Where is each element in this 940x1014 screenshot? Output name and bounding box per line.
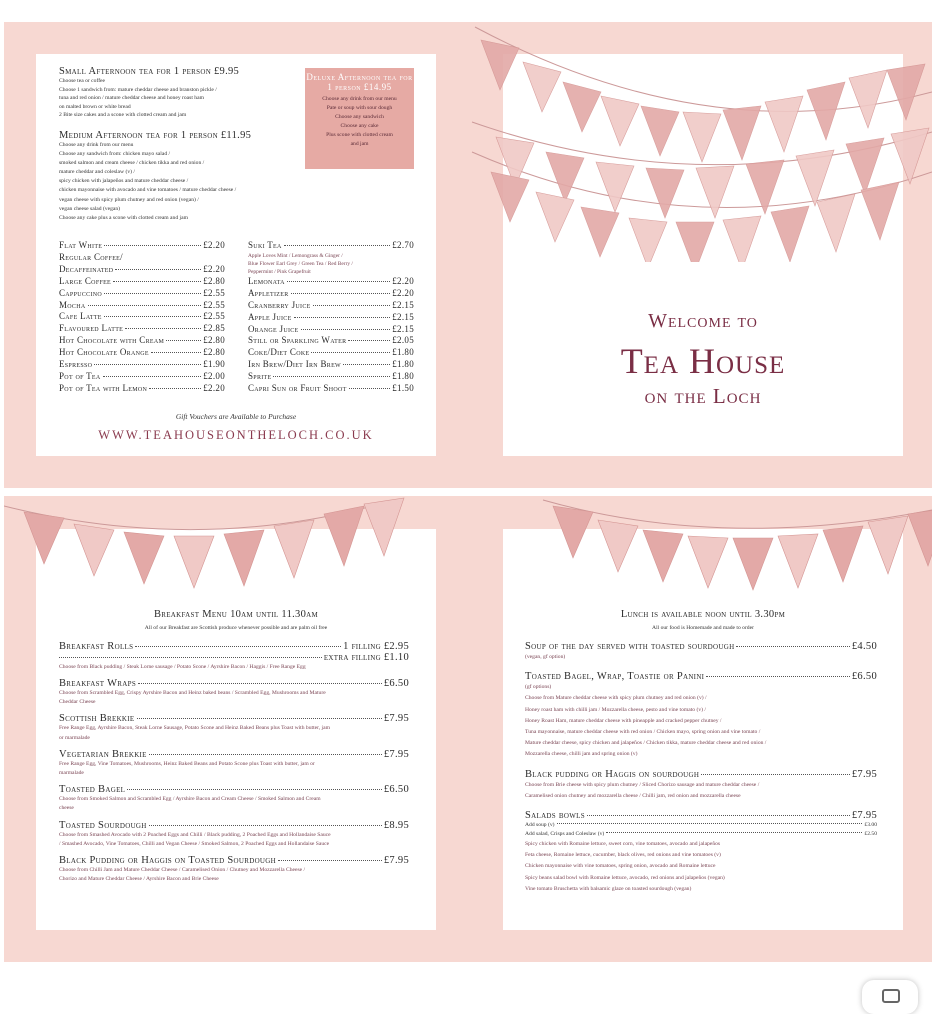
salad-options	[525, 839, 877, 895]
drink-price: £2.20	[203, 240, 225, 250]
drink-row	[59, 276, 225, 288]
dot-leader	[343, 364, 390, 365]
bunting-flag	[641, 106, 679, 156]
item-price: £7.95	[383, 855, 409, 867]
drink-price: £2.55	[203, 311, 225, 322]
dot-leader	[606, 832, 862, 833]
dot-leader	[166, 340, 201, 341]
drink-price: £2.15	[392, 311, 414, 322]
item-price: £2.95	[383, 641, 409, 652]
dot-leader	[149, 388, 201, 389]
line: Honey Roast Ham, mature cheddar cheese with pineapple and cracked pepper chutney /	[525, 717, 722, 724]
dot-leader	[701, 774, 850, 775]
drink-name: Decaffeinated	[59, 263, 114, 274]
line: Choose any drink from our menu	[322, 96, 397, 102]
on-the-loch-text: on the Loch	[644, 384, 762, 408]
line: Choose tea or coffee	[59, 78, 106, 84]
drink-name: Mocha	[59, 299, 86, 310]
drink-name: Apple Juice	[248, 311, 292, 322]
drink-row	[59, 288, 225, 300]
salads-row	[525, 810, 877, 821]
line: Free Range Egg, Vine Tomatoes, Mushrooms, Heinz Baked Beans and Potato Scone plus Toast with butter, jam or	[59, 760, 315, 767]
drink-row	[59, 335, 225, 347]
small-tea-title: Small Afternoon tea for 1 person £9.95	[59, 66, 240, 77]
line: Vine tomato Bruschetta with balsamic glaze on toasted sourdough (vegan)	[525, 885, 692, 892]
item-desc	[59, 760, 409, 778]
breakfast-items	[59, 641, 409, 890]
drink-price: £2.00	[203, 370, 225, 381]
item-price: £7.95	[851, 810, 877, 822]
drink-price: £1.80	[392, 359, 414, 370]
line: Apple Loves Mint / Lemongrass & Ginger /	[248, 252, 343, 259]
line: Honey roast ham with chilli jam / Mozzarella cheese, pesto and vine tomato (v) /	[525, 706, 706, 713]
bunting-flag	[643, 530, 683, 582]
line: Choose 1 sandwich from: mature cheddar cheese and branston pickle /	[59, 86, 217, 93]
line: Choose any cake	[340, 123, 379, 129]
drink-name: Orange Juice	[248, 323, 299, 334]
line: 2 Bite size cakes and a scone with clotted cream and jam	[59, 112, 187, 119]
line: Pate or soup with sour dough	[326, 105, 393, 111]
breakfast-rolls-row	[59, 641, 409, 652]
bunting-flag	[546, 152, 584, 202]
drink-name: Coke/Diet Coke	[248, 347, 310, 358]
drink-row	[59, 347, 225, 359]
dot-leader	[736, 646, 849, 647]
drink-price: £2.20	[203, 382, 225, 393]
item-desc	[525, 682, 877, 760]
drink-name: Cappuccino	[59, 287, 103, 298]
item-desc	[525, 780, 877, 802]
item-price: £1.10	[383, 652, 409, 663]
line: Plus scone with clotted cream	[326, 132, 393, 138]
bunting-flag	[274, 520, 314, 578]
share-button[interactable]	[862, 980, 918, 1014]
line: (gf options)	[525, 684, 552, 691]
item-name: Toasted Bagel, Wrap, Toastie or Panini	[525, 671, 705, 683]
drink-name: Lemonata	[248, 275, 285, 286]
bunting-flag	[481, 40, 519, 90]
item-desc	[59, 866, 409, 884]
drink-name: Flavoured Latte	[59, 323, 124, 334]
item-name: Scottish Brekkie	[59, 713, 135, 725]
line: Choose from Chilli Jam and Mature Cheddar Cheese / Caramelised Onion / Chutney and Mozzarella Cheese /	[59, 867, 306, 874]
drink-row	[248, 276, 414, 288]
dot-leader	[557, 823, 863, 824]
item-price: £7.95	[383, 713, 409, 725]
dot-leader	[104, 316, 202, 317]
dot-leader	[138, 683, 382, 684]
drink-name: Capri Sun or Fruit Shoot	[248, 383, 347, 394]
share-icon	[882, 989, 900, 1003]
bunting-flag	[598, 520, 638, 572]
bunting-flag	[74, 524, 114, 576]
bunting-flag	[817, 194, 855, 252]
drink-price: £2.80	[203, 275, 225, 286]
item-name: Breakfast Rolls	[59, 641, 134, 652]
item-desc: Choose from Black pudding / Steak Lorne sausage / Potato Scone / Ayrshire Bacon / Haggis / Free Range Egg	[59, 664, 306, 670]
line: Choose from Scrambled Egg, Crispy Ayrshire Bacon and Heinz baked beans / Scrambled Egg, Mushrooms and Mature	[59, 690, 326, 696]
drink-row	[59, 240, 225, 252]
drink-price: £2.55	[203, 287, 225, 298]
bunting-flag	[849, 70, 887, 128]
drink-row	[248, 288, 414, 300]
lunch-title: Lunch is available noon until 3.30pm	[620, 609, 786, 620]
line: Spicy chicken with Romaine lettuce, sweet corn, vine tomatoes, avocado and jalapeños	[525, 841, 721, 848]
menu-item-row	[59, 784, 409, 795]
dot-leader	[278, 860, 382, 861]
bunting-flag	[683, 112, 721, 162]
drink-name: Flat White	[59, 240, 103, 250]
bunting-flag	[364, 498, 404, 556]
drink-name: Pot of Tea with Lemon	[59, 382, 148, 393]
item-name: Breakfast Wraps	[59, 678, 137, 689]
bunting-flag	[536, 192, 574, 242]
line: Choose any cake plus a scone with clotted cream and jam	[59, 214, 188, 221]
line: spicy chicken with jalapeños and mature cheddar cheese /	[59, 178, 189, 185]
item-name: Black Pudding or Haggis on Toasted Sourdough	[59, 855, 276, 867]
bunting-flag	[723, 216, 761, 262]
bunting-flag	[688, 536, 728, 588]
bunting-flag	[491, 172, 529, 222]
drink-row	[248, 312, 414, 324]
dot-leader	[349, 388, 391, 389]
bunting-flag	[553, 506, 593, 558]
drink-name: Hot Chocolate Orange	[59, 347, 149, 358]
bunting-garland-icon	[470, 22, 932, 262]
bunting-flag	[846, 138, 884, 194]
dot-leader	[149, 825, 382, 826]
breakfast-title: Breakfast Menu 10am until 11.30am	[153, 609, 319, 620]
drink-price: £1.80	[392, 347, 414, 358]
item-price: £7.95	[851, 768, 877, 780]
item-price: £6.50	[851, 671, 877, 683]
bunting-flag	[324, 506, 364, 566]
medium-tea-title: Medium Afternoon tea for 1 person £11.95	[59, 130, 252, 141]
bunting-flag	[596, 162, 634, 212]
item-desc	[59, 689, 409, 707]
line: Caramelised onion chutney and mozzarella cheese / Chilli jam, red onion and mozzarella cheese	[525, 792, 741, 799]
gift-vouchers-note: Gift Vouchers are Available to Purchase	[175, 412, 297, 421]
drink-price: £2.70	[392, 240, 414, 250]
line: cheese	[59, 805, 74, 812]
drink-row	[248, 335, 414, 347]
dot-leader	[135, 646, 341, 647]
drink-row	[59, 300, 225, 312]
item-name: Toasted Sourdough	[59, 819, 147, 831]
item-name: Soup of the day served with toasted sourdough	[525, 641, 735, 652]
dot-leader	[59, 657, 322, 658]
medium-tea-lines	[59, 141, 319, 223]
menu-item-row	[59, 713, 409, 724]
bunting-flag	[563, 82, 601, 132]
line: Choose from Smoked Salmon and Scrambled Egg / Ayrshire Bacon and Cream Cheese / Smoked Salmon and Cream	[59, 796, 321, 803]
item-price: £8.95	[383, 819, 409, 831]
drink-row	[59, 383, 225, 395]
drink-price: £1.80	[392, 371, 414, 382]
addon-name: Add salad, Crisps and Coleslaw (v)	[525, 831, 605, 838]
dot-leader	[311, 352, 390, 353]
deluxe-lines	[305, 95, 414, 149]
line: Chorizo and Mature Cheddar Cheese / Ayrshire Bacon and Brie Cheese	[59, 876, 219, 883]
line: smoked salmon and cream cheese / chicken tikka and red onion /	[59, 160, 205, 167]
item-name: Salads bowls	[525, 810, 585, 822]
extra-filling-row	[59, 652, 409, 663]
menu-item-row	[59, 749, 409, 760]
drink-price: £2.80	[203, 347, 225, 358]
dot-leader	[104, 245, 201, 246]
line: Feta cheese, Romaine lettuce, cucumber, black olives, red onions and vine tomatoes (v)	[525, 852, 721, 859]
dot-leader	[149, 754, 382, 755]
dot-leader	[113, 281, 201, 282]
line: tuna and red onion / mature cheddar cheese and honey roast ham	[59, 95, 204, 102]
line: Choose any sandwich	[335, 114, 384, 120]
line: / Smashed Avocado, Vine Tomatoes, Chilli and Vegan Cheese / Smoked Salmon, 2 Poached Eggs and Hollandaise Sauce	[59, 840, 330, 847]
drink-row	[59, 371, 225, 383]
bunting-flag	[676, 222, 714, 262]
menu-item-row	[525, 671, 877, 682]
dot-leader	[151, 352, 201, 353]
dot-leader	[284, 245, 391, 246]
bunting-flag	[224, 530, 264, 586]
drinks-left-column	[59, 240, 225, 395]
item-option: extra filling	[323, 652, 381, 663]
deluxe-tea-title: Deluxe Afternoon tea for 1 person £14.95	[306, 72, 413, 92]
item-desc	[525, 652, 877, 663]
menu-item-row	[59, 855, 409, 866]
line: Blue Flower Earl Grey / Green Tea / Red Berry /	[248, 260, 353, 267]
dot-leader	[273, 376, 390, 377]
line: Choose from Brie cheese with spicy plum chutney / Sliced Chorizo sausage and mature cheddar cheese /	[525, 781, 760, 788]
medium-afternoon-tea	[59, 130, 319, 223]
drink-price: £2.15	[392, 323, 414, 334]
bunting-flag	[723, 106, 761, 160]
dot-leader	[115, 269, 201, 270]
line: Mozzarella cheese, chilli jam and spring onion (v)	[525, 751, 638, 758]
drink-price: £2.15	[392, 299, 414, 310]
dot-leader	[137, 718, 382, 719]
drink-row	[248, 300, 414, 312]
bunting-flag	[908, 508, 932, 566]
dot-leader	[313, 305, 391, 306]
drink-price: £1.50	[392, 383, 414, 394]
drink-row	[59, 264, 225, 276]
drink-price: £2.80	[203, 335, 225, 346]
bunting-flag	[868, 516, 908, 574]
drink-price: £2.20	[203, 263, 225, 274]
item-desc	[59, 831, 409, 849]
drink-name: Hot Chocolate with Cream	[59, 335, 165, 346]
bunting-flag	[124, 532, 164, 584]
line: Cheddar Cheese	[59, 699, 96, 706]
line: Choose from Smashed Avocado with 2 Poached Eggs and Chilli / Black pudding, 2 Poached Eggs and Hollandaise Sauce	[59, 831, 331, 838]
drink-price: £2.20	[392, 275, 414, 286]
line: vegan cheese with spicy plum chutney and red onion (vegan) /	[59, 196, 199, 203]
line: mature cheddar and coleslaw (v) /	[59, 169, 135, 176]
bunting-garland-icon	[503, 496, 932, 596]
dot-leader	[294, 317, 391, 318]
bunting-flag	[24, 512, 64, 564]
add-soup-row	[525, 821, 877, 830]
line: chicken mayonnaise with avocado and vine tomatoes / mature cheddar cheese /	[59, 187, 237, 194]
line: Choose from Mature cheddar cheese with spicy plum chutney and red onion (v) /	[525, 695, 707, 702]
dot-leader	[287, 281, 391, 282]
bunting-flag	[746, 160, 784, 214]
add-salad-row	[525, 830, 877, 839]
dot-leader	[127, 789, 382, 790]
bunting-flag	[733, 538, 773, 590]
drinks-right-column	[248, 240, 414, 395]
drink-name: Espresso	[59, 359, 93, 370]
menu-item-row	[59, 820, 409, 831]
line: and jam	[350, 141, 369, 147]
dot-leader	[587, 815, 850, 816]
dot-leader	[706, 676, 850, 677]
addon-price: £2.50	[864, 831, 877, 838]
menu-item-row	[525, 641, 877, 652]
drink-name: Large Coffee	[59, 275, 112, 286]
small-tea-lines	[59, 77, 309, 120]
bunting-flag	[778, 534, 818, 588]
bunting-flag	[887, 64, 925, 120]
lunch-subtitle: All our food is Homemade and made to order	[652, 625, 754, 631]
drink-name: Suki Tea	[248, 240, 282, 250]
drink-row	[59, 311, 225, 323]
bunting-flag	[823, 526, 863, 582]
line: on malted brown or white bread	[59, 103, 131, 110]
line: Tuna mayonnaise, mature cheddar cheese with red onion / Chicken mayo, spring onion and vine tomato /	[525, 729, 761, 736]
dot-leader	[94, 364, 201, 365]
deluxe-tea-box	[305, 68, 414, 169]
dot-leader	[301, 329, 391, 330]
breakfast-subtitle: All of our Breakfast are Scottish produce whenever possible and are palm oil free	[144, 625, 328, 631]
drink-name: Irn Brew/Diet Irn Brew	[248, 359, 342, 370]
suki-tea-flavours	[248, 252, 414, 276]
bunting-flag	[174, 536, 214, 588]
drink-name: Cranberry Juice	[248, 299, 311, 310]
line: Choose any sandwich from: chicken mayo salad /	[59, 151, 171, 158]
drink-price: £2.05	[392, 335, 414, 346]
item-option: 1 filling	[343, 641, 381, 652]
addon-name: Add soup (v)	[525, 822, 555, 829]
website-link[interactable]: WWW.TEAHOUSEONTHELOCH.CO.UK	[98, 428, 374, 442]
bunting-flag	[601, 96, 639, 146]
item-name: Toasted Bagel	[59, 784, 126, 796]
dot-leader	[88, 305, 202, 306]
item-name: Vegetarian Brekkie	[59, 748, 147, 760]
bunting-flag	[765, 96, 803, 152]
drink-row	[248, 359, 414, 371]
drink-name: Cafe Latte	[59, 311, 102, 322]
drink-name: Still or Sparkling Water	[248, 335, 347, 346]
drink-name: Sprite	[248, 371, 272, 382]
bunting-flag	[629, 218, 667, 262]
drink-price: £1.90	[203, 359, 225, 370]
line: Spicy beans salad bowl with Romaine lettuce, avocado, red onions and jalapeños (vegan)	[525, 874, 725, 881]
line: Peppermint / Pink Grapefruit	[248, 268, 311, 275]
drink-row	[59, 252, 225, 264]
dot-leader	[125, 328, 201, 329]
drink-row	[59, 359, 225, 371]
menu-item-row	[525, 769, 877, 780]
line: marmalade	[59, 770, 84, 777]
item-price: £6.50	[383, 784, 409, 796]
menu-item-row	[59, 678, 409, 689]
bunting-flag	[523, 62, 561, 112]
drink-row	[248, 324, 414, 336]
line: or marmalade	[59, 734, 90, 741]
welcome-text: Welcome to	[648, 310, 758, 332]
line: Chicken mayonnaise with vine tomatoes, spring onion, avocado and Romaine lettuce	[525, 863, 716, 870]
drink-price: £2.85	[203, 323, 225, 334]
bunting-flag	[891, 128, 929, 184]
tea-house-title: Tea House	[620, 341, 786, 381]
item-desc	[59, 724, 409, 742]
drink-row	[248, 347, 414, 359]
item-name: Black pudding or Haggis on sourdough	[525, 768, 700, 780]
bunting-flag	[696, 166, 734, 218]
drink-price: £2.20	[392, 287, 414, 298]
line: (vegan, gf option)	[525, 654, 566, 660]
bunting-flag	[581, 207, 619, 257]
drink-name: Pot of Tea	[59, 370, 101, 381]
bunting-flag	[796, 150, 834, 206]
drink-row	[248, 383, 414, 395]
drink-row	[59, 323, 225, 335]
drink-row	[248, 371, 414, 383]
small-afternoon-tea	[59, 66, 309, 120]
item-desc	[59, 795, 409, 813]
drink-row	[248, 240, 414, 252]
dot-leader	[104, 293, 201, 294]
drink-price: £2.55	[203, 299, 225, 310]
bunting-flag	[771, 206, 809, 262]
line: Mature cheddar cheese, spicy chicken and jalapeños / Chicken tikka, mature cheddar cheese and red onion /	[525, 740, 767, 747]
item-price: £7.95	[383, 748, 409, 760]
bunting-flag	[646, 168, 684, 218]
addon-price: £3.00	[864, 822, 877, 829]
line: Free Range Egg, Ayrshire Bacon, Steak Lorne Sausage, Potato Scone and Heinz Baked Beans plus Toast with butter, jam	[59, 725, 330, 732]
dot-leader	[103, 376, 202, 377]
drink-name: Appletizer	[248, 287, 289, 298]
lunch-items	[525, 641, 877, 895]
line: Choose any drink from our menu	[59, 142, 134, 148]
item-price: £4.50	[851, 641, 877, 652]
dot-leader	[348, 340, 390, 341]
item-price: £6.50	[383, 678, 409, 689]
drink-name: Regular Coffee/	[59, 251, 123, 262]
bunting-garland-icon	[4, 496, 436, 596]
bunting-flag	[861, 182, 899, 240]
line: vegan cheese salad (vegan)	[59, 205, 121, 212]
dot-leader	[291, 293, 391, 294]
